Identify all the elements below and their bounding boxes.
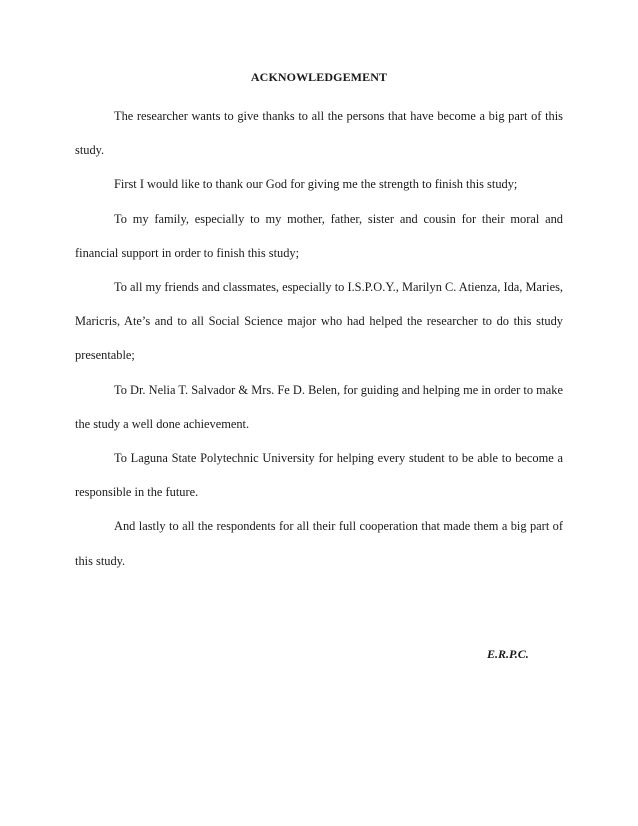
paragraph-friends: To all my friends and classmates, especially to I.S.P.O.Y., Marilyn C. Atienza, Ida, Maries, Maricris, Ate’s and to all Social Science major who had helped the researcher to do this study presentable; <box>75 280 564 363</box>
page-title: ACKNOWLEDGEMENT <box>250 70 388 84</box>
paragraph-university: To Laguna State Polytechnic University for helping every student to be able to become a responsible in the future. <box>75 451 563 500</box>
signature-initials: E.R.P.C. <box>487 647 529 661</box>
paragraph-respondents: And lastly to all the respondents for all their full cooperation that made them a big part of this study. <box>75 519 563 568</box>
paragraph-advisers: To Dr. Nelia T. Salvador & Mrs. Fe D. Belen, for guiding and helping me in order to make the study a well done achievement. <box>75 382 563 431</box>
paragraph-intro: The researcher wants to give thanks to all the persons that have become a big part of this study. <box>75 109 563 158</box>
paragraph-family: To my family, especially to my mother, father, sister and cousin for their moral and financial support in order to finish this study; <box>75 211 563 260</box>
acknowledgement-body <box>75 99 563 578</box>
paragraph-god: First I would like to thank our God for giving me the strength to finish this study; <box>114 177 518 192</box>
